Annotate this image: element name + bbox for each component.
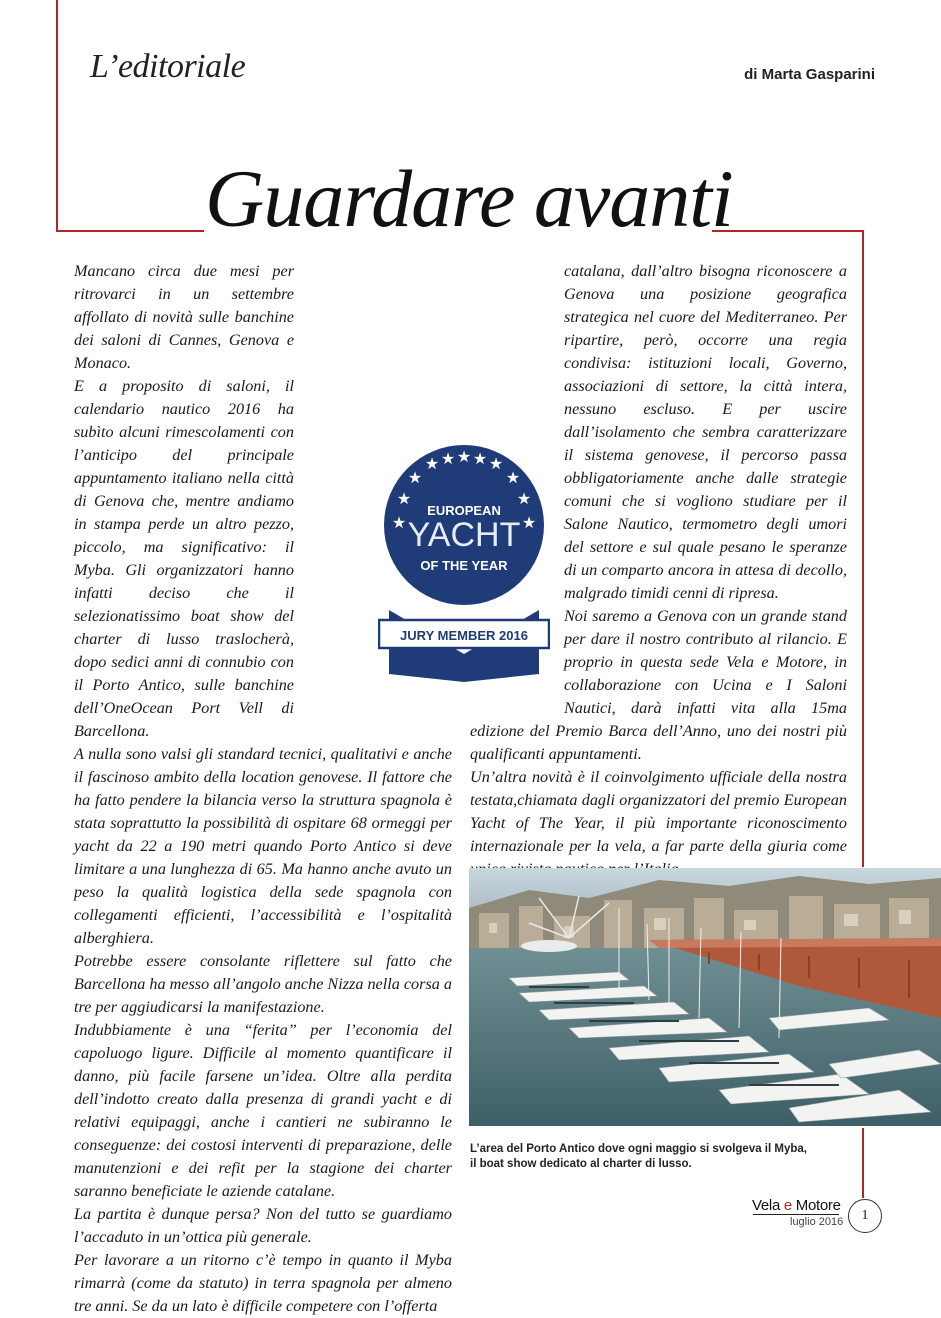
eyoty-jury-badge: [378, 442, 550, 682]
svg-text:★: ★: [424, 454, 440, 473]
badge-line-yacht: YACHT: [407, 516, 521, 554]
article-column-left: [74, 260, 452, 1318]
frame-line-right-vertical: [862, 230, 864, 867]
frame-line-left-vertical: [56, 0, 58, 232]
byline-prefix: di: [744, 66, 758, 83]
footer-brand-underline: [753, 1214, 839, 1215]
footer-brand-motore: Motore: [791, 1197, 841, 1214]
paragraph-right-1: catalana, dall’altro bisogna riconoscere a Genova una posizione geografica strategica nel cuore del Mediterraneo. Per ripartire, però, occorre una regia condivisa: istituzioni locali, Governo, associazioni di settore, la città intera, nessuno escluso. E per uscire dall’isolamento che sembra caratterizzare il sistema genovese, il percorso passa obbligatoriamente anche dalle strategie comuni che si vogliono studiare per il Salone Nautico, termometro degli umori del settore e sul quale pesano le speranze di un comparto ancora in attesa di decollo, malgrado timidi cenni di ripresa.: [564, 262, 847, 602]
frame-line-right-horizontal: [712, 230, 864, 232]
page-number: 1: [848, 1199, 882, 1233]
paragraph-right-2: Noi saremo a Genova con un grande stand per dare il nostro contributo al rilancio. E proprio in questa sede Vela e Motore, in collaborazione con Ucina e I Saloni Nautici, darà infatti vita alla 15ma edizione del Premio Barca dell’Anno, uno dei nostri più qualificanti appuntamenti.: [470, 607, 847, 763]
badge-line-of-the-year: OF THE YEAR: [420, 558, 508, 573]
svg-text:★: ★: [440, 449, 456, 468]
svg-text:★: ★: [456, 447, 472, 466]
paragraph-left-6: La partita è dunque persa? Non del tutto se guardiamo l’accaduto in un’ottica più generale.: [74, 1205, 452, 1246]
footer-date: luglio 2016: [790, 1216, 844, 1228]
paragraph-left-7: Per lavorare a un ritorno c’è tempo in quanto il Myba rimarrà (come da statuto) in terra spagnola per almeno tre anni. Se da un lato è difficile competere con l’offerta: [74, 1251, 452, 1315]
svg-text:★: ★: [391, 513, 407, 532]
svg-text:★: ★: [505, 468, 521, 487]
svg-text:★: ★: [472, 449, 488, 468]
porto-antico-photo: [469, 868, 941, 1126]
headline: Guardare avanti: [205, 153, 733, 244]
footer-brand-vela: Vela: [752, 1197, 784, 1214]
svg-text:★: ★: [516, 489, 532, 508]
badge-graphic: [378, 442, 550, 682]
frame-line-left-horizontal: [56, 230, 204, 232]
paragraph-left-5: Indubbiamente è una “ferita” per l’economia del capoluogo ligure. Difficile al momento quantificare il danno, più facile farsene un’idea. Oltre alla perdita dell’indotto creato dalla presenza di grandi yacht e di relativi equipaggi, anche i cantieri ne subiranno le conseguenze: dei costosi interventi di preparazione, delle manutenzioni e dei refit per la stagione dei charter saranno beneficiate le aziende catalane.: [74, 1021, 452, 1200]
byline: [744, 66, 875, 83]
paragraph-left-4: Potrebbe essere consolante riflettere sul fatto che Barcellona ha messo all’angolo anche Nizza nella corsa a tre per aggiudicarsi la manifestazione.: [74, 952, 452, 1016]
frame-line-right-lower: [862, 1128, 864, 1198]
harbour-illustration: [469, 868, 941, 1126]
svg-text:★: ★: [396, 489, 412, 508]
footer-brand: [752, 1197, 841, 1214]
badge-line-european: EUROPEAN: [427, 503, 501, 518]
photo-caption: L’area del Porto Antico dove ogni maggio si svolgeva il Myba, il boat show dedicato al charter di lusso.: [470, 1143, 807, 1170]
section-rubric: L’editoriale: [90, 48, 246, 85]
svg-text:★: ★: [488, 454, 504, 473]
footer-brand-e: e: [783, 1197, 792, 1214]
paragraph-right-3: Un’altra novità è il coinvolgimento ufficiale della nostra testata,chiamata dagli organizzatori del premio European Yacht of The Year, il più importante riconoscimento internazionale per la vela, a far parte della giuria come: [470, 768, 847, 855]
badge-ribbon-text: JURY MEMBER 2016: [400, 628, 528, 643]
byline-author: Marta Gasparini: [761, 66, 875, 83]
paragraph-left-2: E a proposito di saloni, il calendario nautico 2016 ha subìto alcuni rimescolamenti con l’anticipo del principale appuntamento italiano nella città di Genova che, mentre andiamo in stampa perde un altro pezzo, piccolo, ma significativo: il Myba. Gli organizzatori hanno infatti deciso che il selezionatissimo boat show del charter di lusso traslocherà, dopo sedici anni di connubio con il Porto Antico, sulle banchine dell’OneOcean Port Vell di Barcellona.: [74, 377, 294, 740]
svg-text:★: ★: [407, 468, 423, 487]
paragraph-left-3: A nulla sono valsi gli standard tecnici, qualitativi e anche il fascinoso ambito della location genovese. Il fattore che ha fatto pendere la bilancia verso la struttura spagnola è stata soprattutto la possibilità di ospitare 68 ormeggi per yacht da 22 a 190 metri quando Porto Antico si deve limitare a una lunghezza di 65. Ma hanno anche avuto un peso la qualità logistica della sede spagnola con collegamenti efficienti, l’accessibilità e l’ospitalità alberghiera.: [74, 745, 452, 947]
svg-text:★: ★: [521, 513, 537, 532]
paragraph-left-1: Mancano circa due mesi per ritrovarci in un settembre affollato di novità sulle banchine dei saloni di Cannes, Genova e Monaco.: [74, 262, 294, 372]
